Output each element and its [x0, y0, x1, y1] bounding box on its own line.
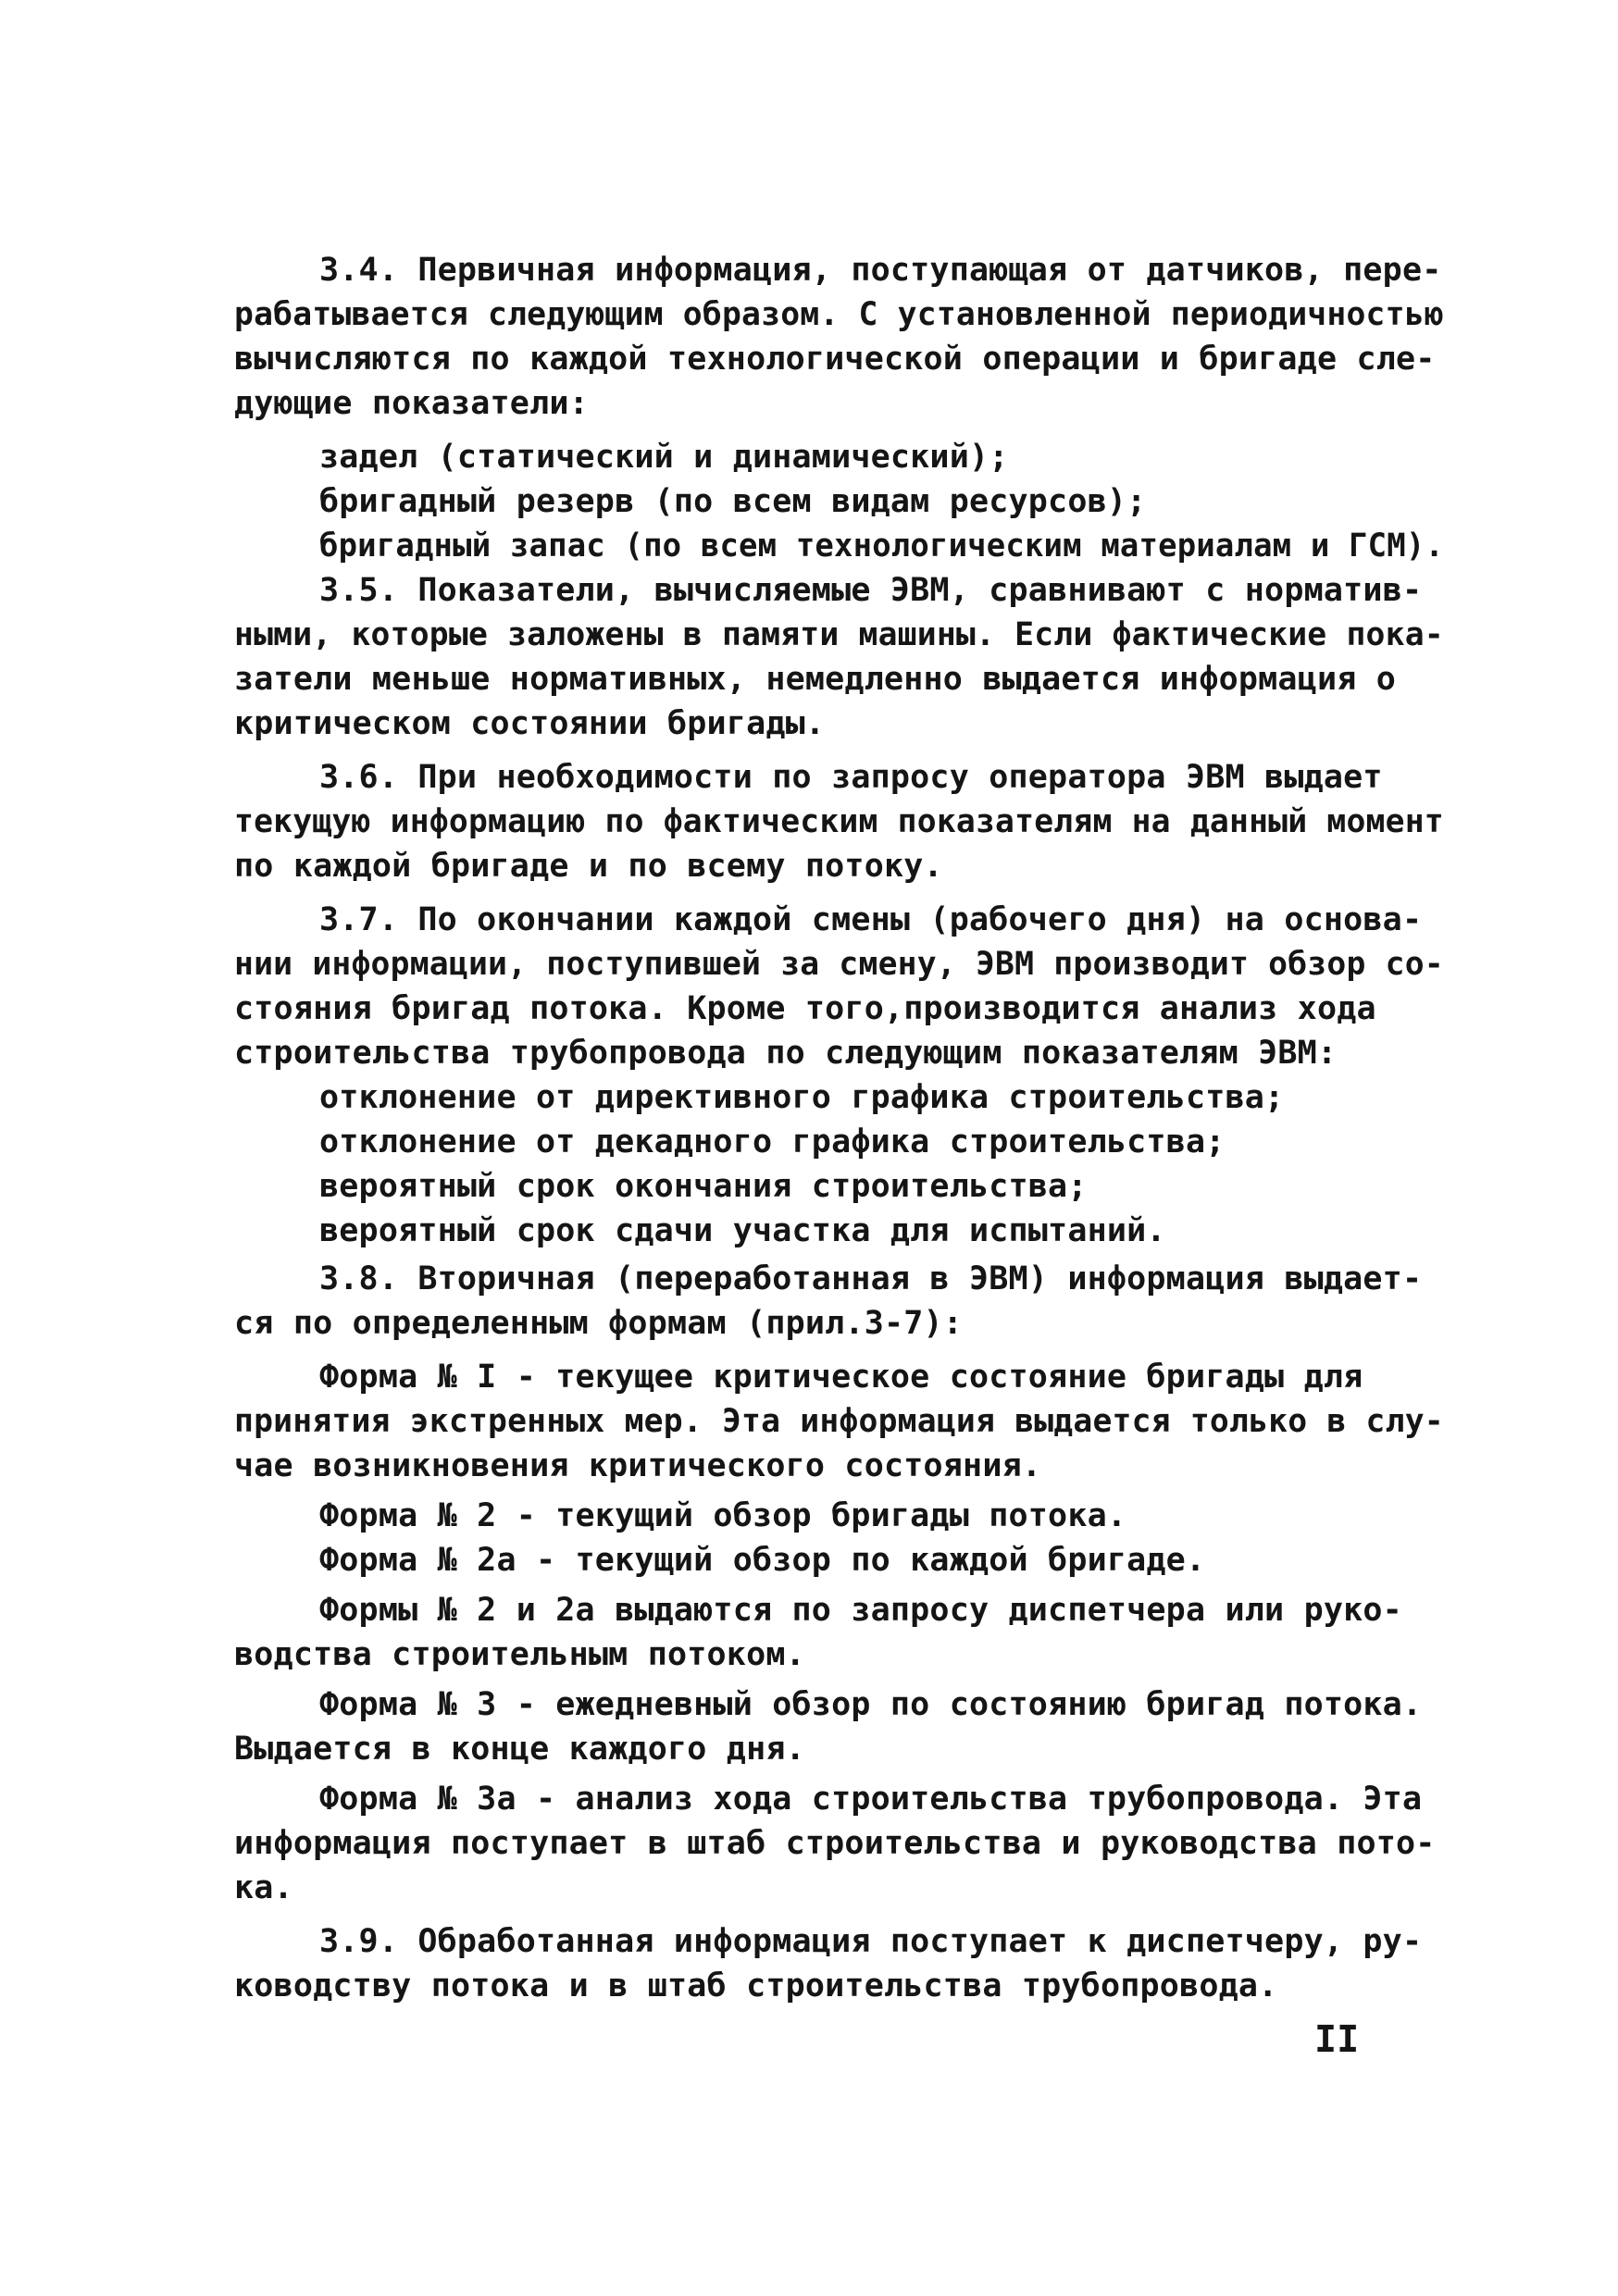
- list-item: задел (статический и динамический);: [319, 439, 1009, 476]
- text-line: 3.8. Вторичная (переработанная в ЭВМ) информация выдает-: [319, 1260, 1423, 1297]
- list-item: вероятный срок сдачи участка для испытаний.: [319, 1212, 1166, 1249]
- text-line: 3.9. Обработанная информация поступает к диспетчеру, ру-: [319, 1923, 1423, 1960]
- list-item: отклонение от декадного графика строительства;: [319, 1123, 1226, 1160]
- text-line: Форма № 2 - текущий обзор бригады потока.: [319, 1497, 1127, 1534]
- text-line: водства строительным потоком.: [234, 1636, 805, 1673]
- text-line: 3.7. По окончании каждой смены (рабочего дня) на основа-: [319, 901, 1423, 938]
- text-line: ка.: [234, 1869, 293, 1906]
- list-item: бригадный резерв (по всем видам ресурсов);: [319, 483, 1147, 520]
- text-line: текущую информацию по фактическим показателям на данный момент: [234, 803, 1444, 840]
- list-item: отклонение от директивного графика строительства;: [319, 1079, 1285, 1116]
- text-line: Форма № 3а - анализ хода строительства трубопровода. Эта: [319, 1781, 1423, 1818]
- text-line: рабатывается следующим образом. С установленной периодичностью: [234, 296, 1444, 333]
- text-line: стояния бригад потока. Кроме того,производится анализ хода: [234, 990, 1376, 1027]
- text-line: принятия экстренных мер. Эта информация выдается только в слу-: [234, 1403, 1444, 1440]
- list-item: вероятный срок окончания строительства;: [319, 1168, 1088, 1205]
- text-line: по каждой бригаде и по всему потоку.: [234, 848, 943, 885]
- text-line: 3.6. При необходимости по запросу оператора ЭВМ выдает: [319, 759, 1383, 796]
- text-line: вычисляются по каждой технологической операции и бригаде сле-: [234, 341, 1436, 378]
- text-line: Форма № 3 - ежедневный обзор по состоянию бригад потока.: [319, 1686, 1423, 1723]
- text-line: чае возникновения критического состояния.: [234, 1447, 1042, 1484]
- page-number: II: [1314, 2018, 1360, 2061]
- text-line: ся по определенным формам (прил.3-7):: [234, 1305, 964, 1342]
- text-line: Формы № 2 и 2а выдаются по запросу диспетчера или руко-: [319, 1592, 1402, 1629]
- text-line: 3.4. Первичная информация, поступающая от датчиков, пере-: [319, 252, 1442, 289]
- text-line: Форма № I - текущее критическое состояние бригады для: [319, 1359, 1363, 1396]
- text-line: Выдается в конце каждого дня.: [234, 1731, 805, 1768]
- list-item: бригадный запас (по всем технологическим материалам и ГСМ).: [319, 527, 1445, 565]
- text-line: 3.5. Показатели, вычисляемые ЭВМ, сравнивают с норматив-: [319, 572, 1423, 609]
- text-line: критическом состоянии бригады.: [234, 705, 826, 742]
- text-line: ными, которые заложены в памяти машины. Если фактические пока-: [234, 616, 1444, 653]
- text-line: дующие показатели:: [234, 385, 589, 422]
- text-line: Форма № 2а - текущий обзор по каждой бригаде.: [319, 1542, 1206, 1579]
- text-line: затели меньше нормативных, немедленно выдается информация о: [234, 661, 1397, 698]
- text-line: строительства трубопровода по следующим показателям ЭВМ:: [234, 1035, 1338, 1072]
- text-line: нии информации, поступившей за смену, ЭВМ производит обзор со-: [234, 946, 1444, 983]
- text-line: ководству потока и в штаб строительства трубопровода.: [234, 1967, 1278, 2004]
- text-line: информация поступает в штаб строительства и руководства пото-: [234, 1825, 1436, 1862]
